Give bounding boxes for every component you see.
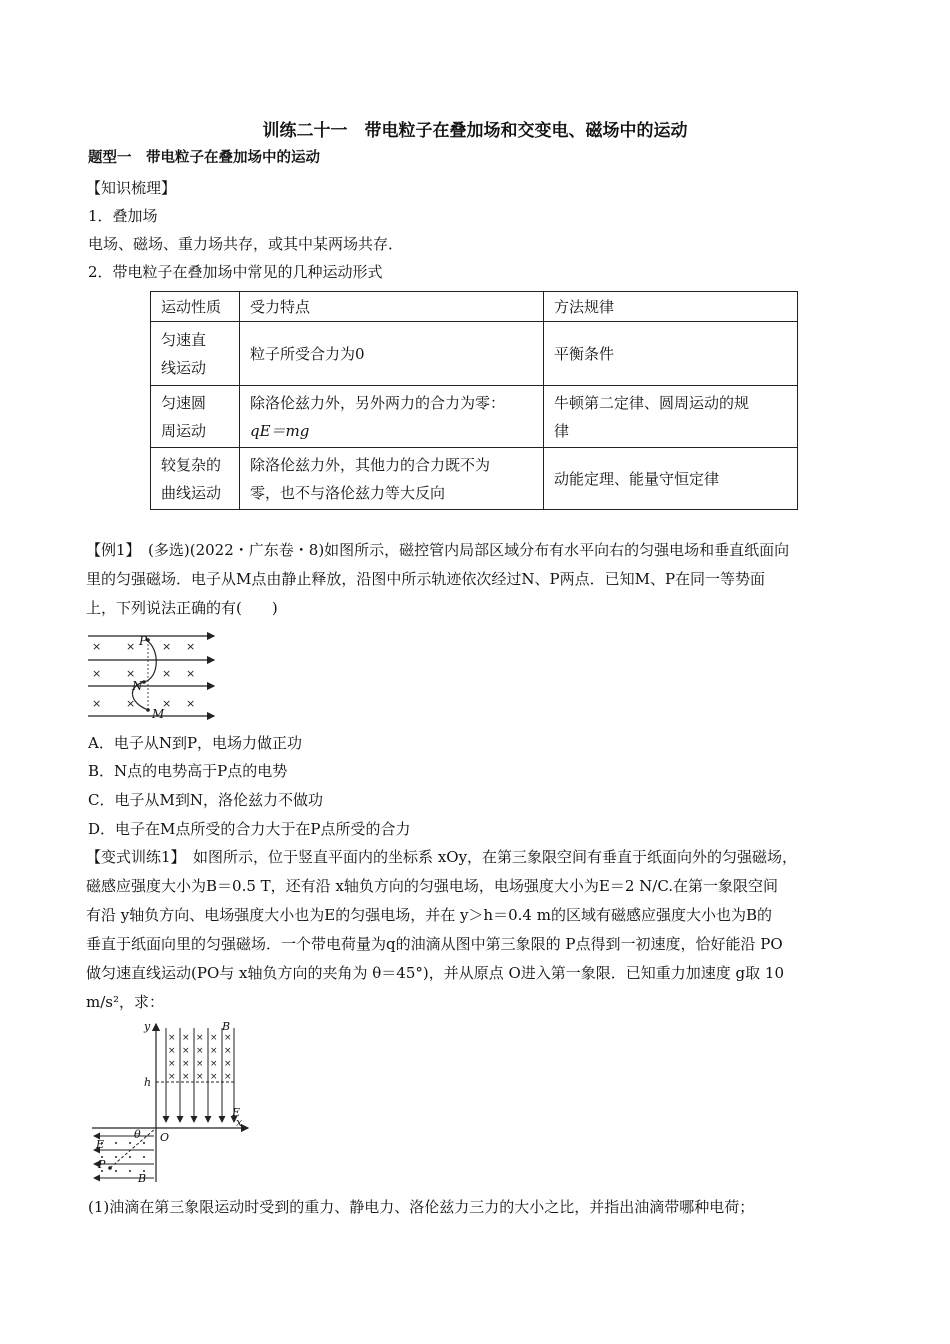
- variant-1-text-line: 磁感应强度大小为B＝0.5 T，还有沿 x轴负方向的匀强电场，电场强度大小为E＝2 N/C.在第一象限空间: [86, 877, 779, 895]
- svg-text:×: ×: [186, 640, 196, 653]
- svg-text:×: ×: [210, 1046, 218, 1056]
- knowledge-heading: 【知识梳理】: [86, 179, 177, 197]
- variant-1-text-line: 垂直于纸面向里的匀强磁场．一个带电荷量为q的油滴从图中第三象限的 P点得到一初速度，恰好能沿 PO: [86, 935, 783, 953]
- svg-text:×: ×: [224, 1059, 232, 1069]
- table-cell: 除洛伦兹力外，其他力的合力既不为 零，也不与洛伦兹力等大反向: [240, 448, 544, 510]
- point-p-label: P: [139, 634, 148, 648]
- table-header-cell: 方法规律: [544, 292, 798, 322]
- svg-text:×: ×: [92, 697, 102, 710]
- item-1-text: 电场、磁场、重力场共存，或其中某两场共存．: [88, 235, 404, 253]
- variant-1-text-line: 做匀速直线运动(PO与 x轴负方向的夹角为 θ＝45°)，并从原点 O进入第一象限．已知重力加速度 g取 10: [86, 964, 785, 982]
- h-label: h: [144, 1076, 152, 1089]
- svg-text:×: ×: [126, 640, 136, 653]
- svg-text:×: ×: [210, 1072, 218, 1082]
- table-row: [151, 448, 798, 510]
- svg-text:×: ×: [168, 1059, 176, 1069]
- svg-text:×: ×: [182, 1033, 190, 1043]
- option-a: A．电子从N到P，电场力做正功: [88, 734, 303, 752]
- svg-text:×: ×: [168, 1072, 176, 1082]
- section-heading: 题型一 带电粒子在叠加场中的运动: [88, 150, 320, 166]
- table-cell: 牛顿第二定律、圆周运动的规 律: [544, 386, 798, 448]
- table-cell: 较复杂的 曲线运动: [151, 448, 240, 510]
- svg-text:×: ×: [162, 640, 172, 653]
- theta-label: θ: [134, 1128, 141, 1141]
- svg-text:×: ×: [92, 667, 102, 680]
- svg-text:×: ×: [196, 1059, 204, 1069]
- svg-text:×: ×: [126, 667, 136, 680]
- item-2-heading: 2．带电粒子在叠加场中常见的几种运动形式: [88, 263, 383, 281]
- table-cell: 匀速圆 周运动: [151, 386, 240, 448]
- svg-text:×: ×: [210, 1033, 218, 1043]
- svg-text:×: ×: [224, 1072, 232, 1082]
- table-cell: 除洛伦兹力外，另外两力的合力为零： qE＝mg: [240, 386, 544, 448]
- svg-text:×: ×: [168, 1046, 176, 1056]
- path-po: [110, 1128, 156, 1168]
- example-1-figure: [86, 628, 220, 726]
- svg-text:×: ×: [224, 1046, 232, 1056]
- svg-text:×: ×: [196, 1046, 204, 1056]
- item-1-heading: 1．叠加场: [88, 207, 158, 225]
- variant-1-figure: [88, 1018, 256, 1186]
- svg-text:×: ×: [210, 1059, 218, 1069]
- magnetic-field-crosses: [92, 640, 195, 710]
- motion-forms-table: [150, 291, 798, 510]
- svg-text:×: ×: [196, 1033, 204, 1043]
- table-cell: 动能定理、能量守恒定律: [544, 448, 798, 510]
- table-cell: 匀速直 线运动: [151, 322, 240, 386]
- svg-text:×: ×: [182, 1046, 190, 1056]
- svg-text:×: ×: [224, 1033, 232, 1043]
- third-quadrant-b-label: B: [138, 1172, 147, 1185]
- example-1-text-line: 里的匀强磁场．电子从M点由静止释放，沿图中所示轨迹依次经过N、P两点．已知M、P在同一等势面: [86, 570, 766, 588]
- origin-label: O: [160, 1131, 170, 1144]
- table-header-cell: 受力特点: [240, 292, 544, 322]
- option-d: D．电子在M点所受的合力大于在P点所受的合力: [88, 820, 411, 838]
- table-row: [151, 322, 798, 386]
- svg-text:×: ×: [168, 1033, 176, 1043]
- table-cell: 平衡条件: [544, 322, 798, 386]
- svg-text:×: ×: [126, 697, 136, 710]
- svg-text:×: ×: [182, 1059, 190, 1069]
- table-header-cell: 运动性质: [151, 292, 240, 322]
- svg-text:×: ×: [196, 1072, 204, 1082]
- variant-1-text-line: 【变式训练1】 如图所示，位于竖直平面内的坐标系 xOy，在第三象限空间有垂直于纸面向外的匀强磁场，: [86, 848, 798, 866]
- table-row: [151, 386, 798, 448]
- table-header-row: [151, 292, 798, 322]
- point-p-label: P: [98, 1158, 106, 1171]
- svg-text:×: ×: [182, 1072, 190, 1082]
- svg-text:×: ×: [162, 697, 172, 710]
- svg-text:×: ×: [92, 640, 102, 653]
- option-b: B．N点的电势高于P点的电势: [88, 762, 288, 780]
- example-1-text-line: 上，下列说法正确的有( ): [86, 599, 278, 617]
- svg-text:×: ×: [186, 667, 196, 680]
- electron-trajectory: [132, 640, 156, 710]
- first-quadrant-e-label: E: [232, 1106, 241, 1119]
- question-1: (1)油滴在第三象限运动时受到的重力、静电力、洛伦兹力三力的大小之比，并指出油滴带哪种电荷；: [88, 1198, 755, 1216]
- svg-text:×: ×: [162, 667, 172, 680]
- example-1-text-line: 【例1】 (多选)(2022・广东卷・8)如图所示，磁控管内局部区域分布有水平向右的匀强电场和垂直纸面向: [86, 541, 790, 559]
- variant-1-text-line: 有沿 y轴负方向、电场强度大小也为E的匀强电场，并在 y＞h＝0.4 m的区域有磁感应强度大小也为B的: [86, 906, 772, 924]
- point-n-label: N: [132, 679, 143, 693]
- third-quadrant-e-label: E: [96, 1138, 105, 1151]
- first-quadrant-b-label: B: [222, 1020, 231, 1033]
- y-axis-label: y: [144, 1020, 151, 1033]
- option-c: C．电子从M到N，洛伦兹力不做功: [88, 791, 323, 809]
- table-cell: 粒子所受合力为0: [240, 322, 544, 386]
- svg-text:×: ×: [186, 697, 196, 710]
- point-m-label: M: [152, 707, 165, 721]
- variant-1-text-line: m/s²，求：: [86, 993, 164, 1011]
- x-axis-label: x: [236, 1116, 243, 1129]
- page-title: 训练二十一 带电粒子在叠加场和交变电、磁场中的运动: [262, 121, 688, 141]
